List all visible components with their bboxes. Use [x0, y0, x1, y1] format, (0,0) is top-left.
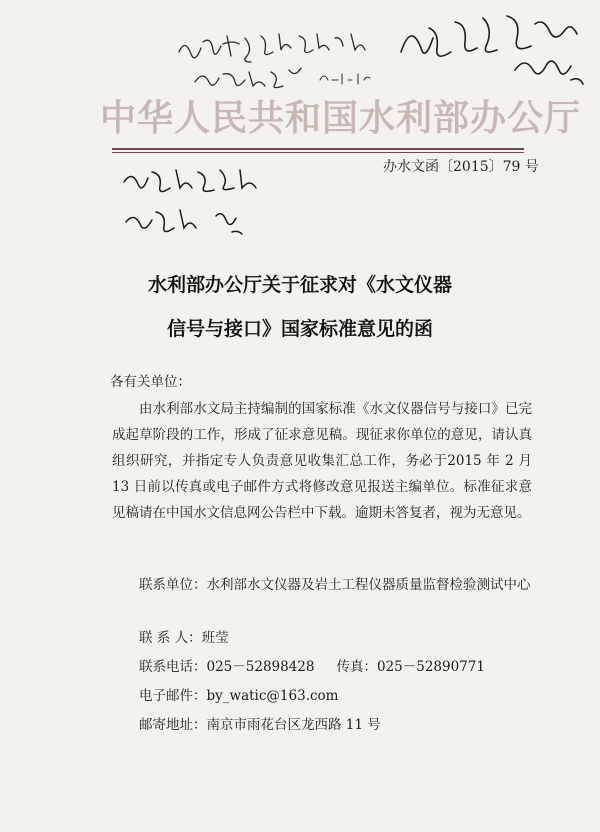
document-title-line-1: 水利部办公厅关于征求对《水文仪器	[147, 274, 452, 296]
body-paragraph: 由水利部水文局主持编制的国家标准《水文仪器信号与接口》已完成起草阶段的工作，形成了征求意见稿。现征求你单位的意见，请认真组织研究，并指定专人负责意见收集汇总工作，务必于2015 年 2 月 13 日前以传真或电子邮件方式将修改意见报送主编单位。标准征求意见稿请在中国水文信息网公告栏中下载。逾期未答复者，视为无意见。	[112, 401, 532, 521]
handwritten-annotation-top-right	[395, 8, 595, 102]
contact-person: 联 系 人：班莹	[139, 630, 229, 646]
document-number: 办水文函〔2015〕79 号	[383, 159, 539, 175]
contact-phone: 联系电话：025－52898428	[139, 659, 315, 675]
handwritten-instruction-note	[120, 162, 300, 256]
document-title-line-2: 信号与接口》国家标准意见的函	[166, 318, 433, 340]
contact-unit-paragraph: 联系单位：水利部水文仪器及岩土工程仪器质量监督检验测试中心	[139, 577, 531, 593]
handwritten-date	[318, 68, 378, 92]
contact-fax: 传真：025－52890771	[336, 659, 485, 675]
salutation: 各有关单位：	[110, 374, 191, 390]
contact-email: 电子邮件：by_watic@163.com	[139, 688, 339, 704]
letterhead-rule	[112, 148, 524, 150]
contact-address: 邮寄地址：南京市雨花台区龙西路 11 号	[139, 717, 381, 733]
letterhead-rule-thin	[112, 152, 524, 153]
letterhead-title: 中华人民共和国水利部办公厅	[100, 98, 582, 139]
contact-phone-fax-line	[139, 655, 485, 675]
